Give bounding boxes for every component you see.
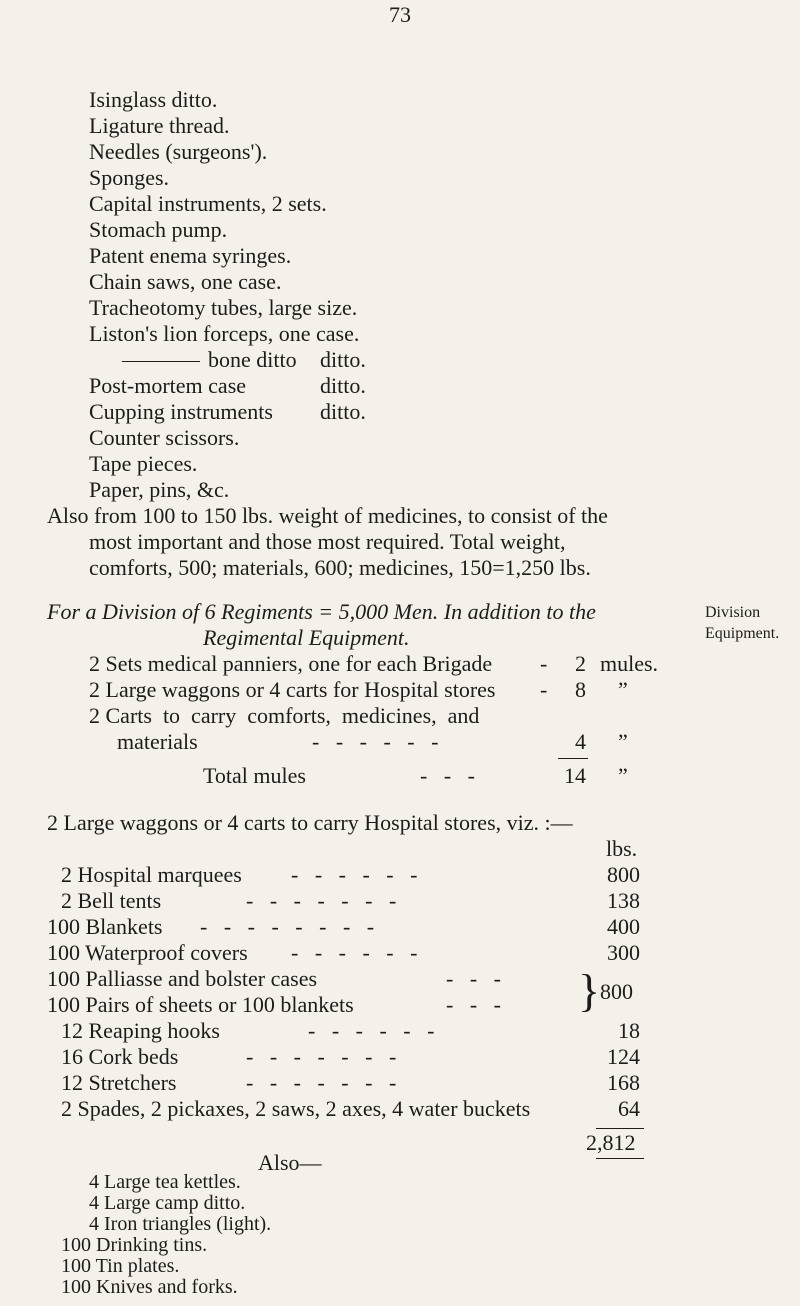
row-label: 2 Sets medical panniers, one for each Brigade <box>89 651 493 676</box>
total-value: 14 <box>564 763 586 788</box>
row-value: 800 <box>607 862 640 887</box>
total-rule <box>596 1158 644 1159</box>
list-item: 4 Large tea kettles. <box>89 1171 241 1193</box>
row-dashes: - - - <box>446 992 501 1017</box>
bracket-value: 800 <box>600 979 633 1004</box>
row-dashes: - - - <box>446 966 501 991</box>
row-label: 100 Waterproof covers <box>47 940 248 965</box>
row-value: 64 <box>618 1096 640 1121</box>
row-value: 2 <box>575 651 586 676</box>
list-item: 4 Large camp ditto. <box>89 1192 246 1214</box>
total-rule <box>558 758 588 759</box>
row-label: 100 Blankets <box>47 914 163 939</box>
stores-unit-header: lbs. <box>606 836 638 861</box>
ditto-label: Post-mortem case <box>89 373 247 398</box>
row-value: 400 <box>607 914 640 939</box>
row-dashes: - - - - - - <box>291 940 418 965</box>
list-item: Chain saws, one case. <box>89 269 282 294</box>
row-value: 4 <box>575 729 586 754</box>
row-label: materials <box>117 729 198 754</box>
row-dashes: - - - - - - <box>312 729 439 754</box>
row-dashes: - - - - - - - - <box>200 914 375 939</box>
row-label: 2 Hospital marquees <box>61 862 242 887</box>
total-dashes: - - - <box>420 763 475 788</box>
row-dashes: - - - - - - - <box>246 888 397 913</box>
row-value: 138 <box>607 888 640 913</box>
row-value: 168 <box>607 1070 640 1095</box>
total-rule <box>596 1128 644 1129</box>
division-subheading: Regimental Equipment. <box>203 625 410 650</box>
total-label: Total mules <box>203 763 306 788</box>
side-note-line: Division <box>705 604 761 621</box>
paragraph-line: most important and those most required. Total weight, <box>89 529 566 554</box>
division-heading: For a Division of 6 Regiments = 5,000 Men. In addition to the <box>47 599 596 624</box>
list-item: Sponges. <box>89 165 170 190</box>
stores-total: 2,812 <box>586 1130 636 1155</box>
row-value: 300 <box>607 940 640 965</box>
row-value: 18 <box>618 1018 640 1043</box>
list-item: Needles (surgeons'). <box>89 139 268 164</box>
row-dashes: - - - - - - - <box>246 1070 397 1095</box>
list-item: Isinglass ditto. <box>89 87 218 112</box>
bracket-brace: } <box>578 965 601 1016</box>
ditto-col2: ditto. <box>320 373 366 398</box>
row-label: 2 Large waggons or 4 carts for Hospital stores <box>89 677 496 702</box>
paragraph-line: Also from 100 to 150 lbs. weight of medicines, to consist of the <box>47 503 608 528</box>
row-label: 12 Stretchers <box>61 1070 177 1095</box>
row-label: 2 Carts to carry comforts, medicines, and <box>89 703 480 728</box>
list-item: 4 Iron triangles (light). <box>89 1213 272 1235</box>
row-label: 100 Palliasse and bolster cases <box>47 966 318 991</box>
list-item: Capital instruments, 2 sets. <box>89 191 327 216</box>
row-value: 8 <box>575 677 586 702</box>
list-item: Stomach pump. <box>89 217 228 242</box>
row-label: 2 Spades, 2 pickaxes, 2 saws, 2 axes, 4 water buckets <box>61 1096 531 1121</box>
list-item: Liston's lion forceps, one case. <box>89 321 360 346</box>
ditto-label: bone ditto <box>208 347 297 372</box>
ditto-col2: ditto. <box>320 347 366 372</box>
list-item: Ligature thread. <box>89 113 230 138</box>
row-dashes: - - - - - - - <box>246 1044 397 1069</box>
list-item: 100 Drinking tins. <box>61 1234 208 1256</box>
paragraph-line: comforts, 500; materials, 600; medicines, 150=1,250 lbs. <box>89 555 591 580</box>
row-label: 16 Cork beds <box>61 1044 179 1069</box>
list-item: Counter scissors. <box>89 425 240 450</box>
list-item: Tracheotomy tubes, large size. <box>89 295 358 320</box>
row-value: 124 <box>607 1044 640 1069</box>
list-item: Patent enema syringes. <box>89 243 292 268</box>
ditto-col2: ditto. <box>320 399 366 424</box>
ditto-rule <box>122 361 200 362</box>
row-dashes: - - - - - - <box>291 862 418 887</box>
row-unit: ” <box>618 729 628 754</box>
side-note-line: Equipment. <box>705 625 780 642</box>
row-dashes: - - - - - - <box>308 1018 435 1043</box>
list-item <box>89 373 366 399</box>
list-item: 100 Knives and forks. <box>61 1276 238 1298</box>
row-label: 2 Bell tents <box>61 888 162 913</box>
total-unit: ” <box>618 763 628 788</box>
page-number: 73 <box>389 2 411 27</box>
row-unit: ” <box>618 677 628 702</box>
row-unit: mules. <box>600 651 659 676</box>
stores-intro: 2 Large waggons or 4 carts to carry Hospital stores, viz. :— <box>47 810 573 835</box>
list-item: Tape pieces. <box>89 451 198 476</box>
list-item: Paper, pins, &c. <box>89 477 230 502</box>
row-label: 12 Reaping hooks <box>61 1018 220 1043</box>
list-item <box>89 347 366 373</box>
list-item: 100 Tin plates. <box>61 1255 180 1277</box>
row-dashes: - <box>540 677 548 702</box>
row-label: 100 Pairs of sheets or 100 blankets <box>47 992 354 1017</box>
also-heading: Also— <box>258 1150 322 1175</box>
list-item <box>89 399 366 425</box>
row-dashes: - <box>540 651 548 676</box>
ditto-label: Cupping instruments <box>89 399 273 424</box>
